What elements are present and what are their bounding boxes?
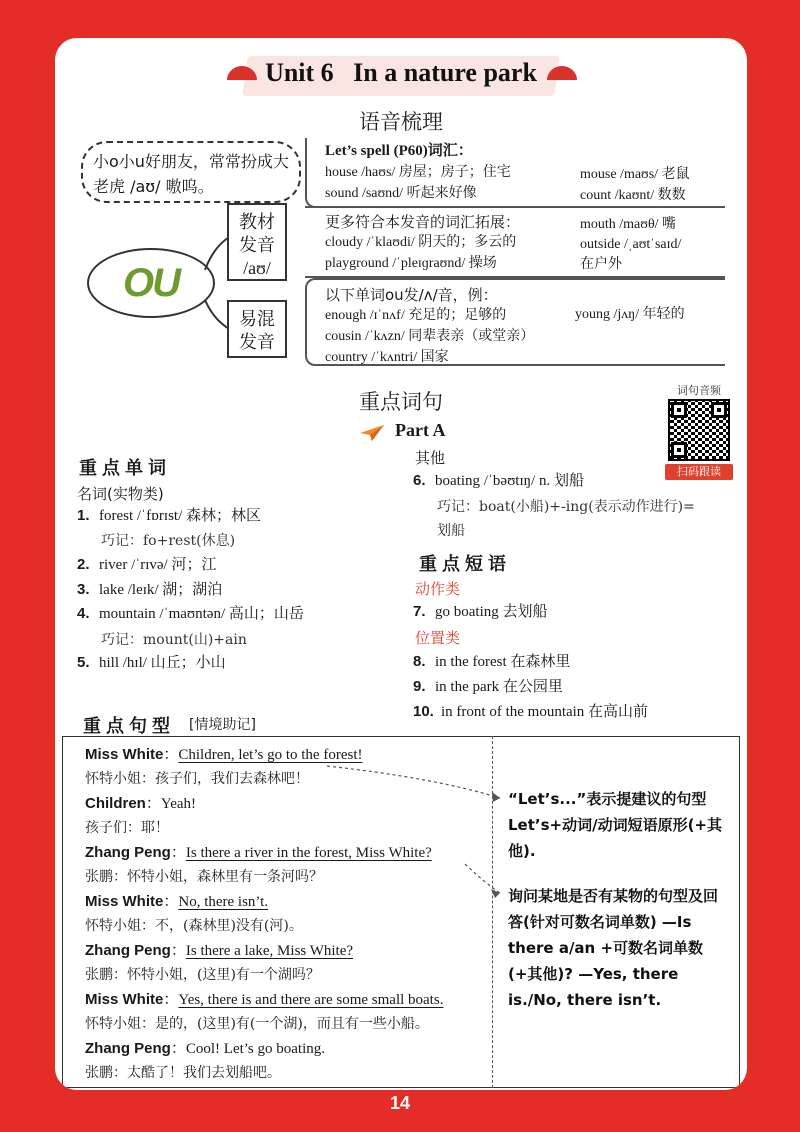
action-category: 动作类 <box>415 580 461 598</box>
box-confusing-line1: 易混 <box>239 309 275 330</box>
noun-category: 名词(实物类) <box>77 485 164 503</box>
more-words-right-2: outside /ˌaʊtˈsaɪd/ <box>580 237 682 252</box>
phrase-item-go-boating: 7. go boating 去划船 <box>413 603 548 620</box>
more-words-left-1: cloudy /ˈklaʊdi/ 阴天的；多云的 <box>325 235 517 250</box>
confusing-left-3: country /ˈkʌntri/ 国家 <box>325 350 449 365</box>
dialog-zh-3: 张鹏：怀特小姐，森林里有一条河吗？ <box>85 869 323 885</box>
phrase-item-in-forest: 8. in the forest 在森林里 <box>413 653 571 670</box>
box-textbook-line2: 发音 <box>239 235 275 256</box>
lets-spell-right-2: count /kaʊnt/ 数数 <box>580 188 686 203</box>
more-words-heading: 更多符合本发音的词汇拓展： <box>325 213 521 231</box>
more-words-left-2: playground /ˈpleɪɡraʊnd/ 操场 <box>325 256 497 271</box>
qr-top-label: 词句音频 <box>677 384 721 397</box>
dialog-line-3: Zhang Peng：Is there a river in the forest, Miss White? <box>85 844 432 861</box>
hint-forest: 巧记：fo+rest(休息) <box>101 533 236 549</box>
note-is-there-pattern: 询问某地是否有某物的句型及回答(针对可数名词单数) —Is there a/an +可数名词单数(+其他)? —Yes, there is./No, there isn’t. <box>508 887 719 1009</box>
key-words-heading: 重点单词 <box>79 454 171 480</box>
dialog-zh-1: 怀特小姐：孩子们，我们去森林吧！ <box>85 771 309 787</box>
confusing-heading: 以下单词ou发/ʌ/音，例： <box>325 286 498 304</box>
box-textbook-line3: /aʊ/ <box>243 258 271 278</box>
note-lets-pattern: “Let’s...”表示提建议的句型 Let’s+动词/动词短语原形(+其他). <box>508 790 722 860</box>
confusing-left-1: enough /ɪˈnʌf/ 充足的；足够的 <box>325 308 507 323</box>
section-title-key: 重点词句 <box>359 390 443 414</box>
dialog-line-5: Zhang Peng：Is there a lake, Miss White? <box>85 942 354 959</box>
hint-boating-2: 划船 <box>437 523 465 539</box>
phrase-item-in-park: 9. in the park 在公园里 <box>413 678 563 695</box>
word-item-forest: 1. forest /ˈfɒrɪst/ 森林；林区 <box>77 507 261 524</box>
more-words-right-3: 在户外 <box>580 257 622 272</box>
word-item-lake: 3. lake /leɪk/ 湖；湖泊 <box>77 581 223 598</box>
dialog-line-2: Children：Yeah! <box>85 795 197 812</box>
confusing-left-2: cousin /ˈkʌzn/ 同辈表亲（或堂亲） <box>325 329 535 344</box>
dialog-line-7: Zhang Peng：Cool! Let’s go boating. <box>85 1040 326 1057</box>
page-sheet <box>55 38 747 1090</box>
hint-boating: 巧记：boat(小船)+-ing(表示动作进行)= <box>437 499 695 515</box>
lets-spell-left-2: sound /saʊnd/ 听起来好像 <box>325 186 477 201</box>
phrase-item-front-mountain: 10. in front of the mountain 在高山前 <box>413 703 649 720</box>
dialog-line-1: Miss White：Children, let’s go to the forest! <box>85 746 363 763</box>
mnemonic-cloud: 小o小u好朋友，常常扮成大老虎 /aʊ/ 嗷呜。 <box>81 141 301 203</box>
box-confusing-line2: 发音 <box>239 332 275 353</box>
dialog-zh-5: 张鹏：怀特小姐，(这里)有一个湖吗？ <box>85 967 320 983</box>
dialog-zh-2: 孩子们：耶！ <box>85 820 169 836</box>
dialog-zh-6: 怀特小姐：是的，(这里)有(一个湖)，而且有一些小船。 <box>85 1016 429 1032</box>
lets-spell-left-1: house /haʊs/ 房屋；房子；住宅 <box>325 165 511 180</box>
dialog-zh-4: 怀特小姐：不，(森林里)没有(河)。 <box>85 918 303 934</box>
sentences-tag: [情境助记] <box>189 717 256 733</box>
qr-scan-button[interactable]: 扫码跟读 <box>665 464 733 480</box>
dialog-zh-7: 张鹏：太酷了！我们去划船吧。 <box>85 1065 281 1081</box>
dialog-line-6: Miss White：Yes, there is and there are some small boats. <box>85 991 444 1008</box>
word-item-mountain: 4. mountain /ˈmaʊntən/ 高山；山岳 <box>77 605 304 622</box>
position-category: 位置类 <box>415 629 461 647</box>
box-textbook-line1: 教材 <box>239 212 275 233</box>
section-title-phonics: 语音梳理 <box>359 110 443 134</box>
hint-mountain: 巧记：mount(山)+ain <box>101 632 247 648</box>
page-title: Unit 6 In a nature park <box>265 58 537 87</box>
dialog-line-4: Miss White：No, there isn’t. <box>85 893 269 910</box>
other-category: 其他 <box>415 449 446 467</box>
phrases-heading: 重点短语 <box>419 550 511 576</box>
word-item-hill: 5. hill /hɪl/ 山丘；小山 <box>77 654 226 671</box>
lets-spell-heading: Let’s spell (P60)词汇： <box>325 143 473 159</box>
word-item-boating: 6. boating /ˈbəʊtɪŋ/ n. 划船 <box>413 472 584 489</box>
word-item-river: 2. river /ˈrɪvə/ 河；江 <box>77 556 217 573</box>
sentences-heading: 重点句型 <box>83 712 175 738</box>
page-number: 14 <box>389 1093 411 1113</box>
part-label: Part A <box>395 420 446 440</box>
lets-spell-right-1: mouse /maʊs/ 老鼠 <box>580 167 690 182</box>
more-words-right-1: mouth /maʊθ/ 嘴 <box>580 217 677 232</box>
ou-label: OU <box>123 261 179 305</box>
confusing-right-1: young /jʌŋ/ 年轻的 <box>575 307 685 322</box>
